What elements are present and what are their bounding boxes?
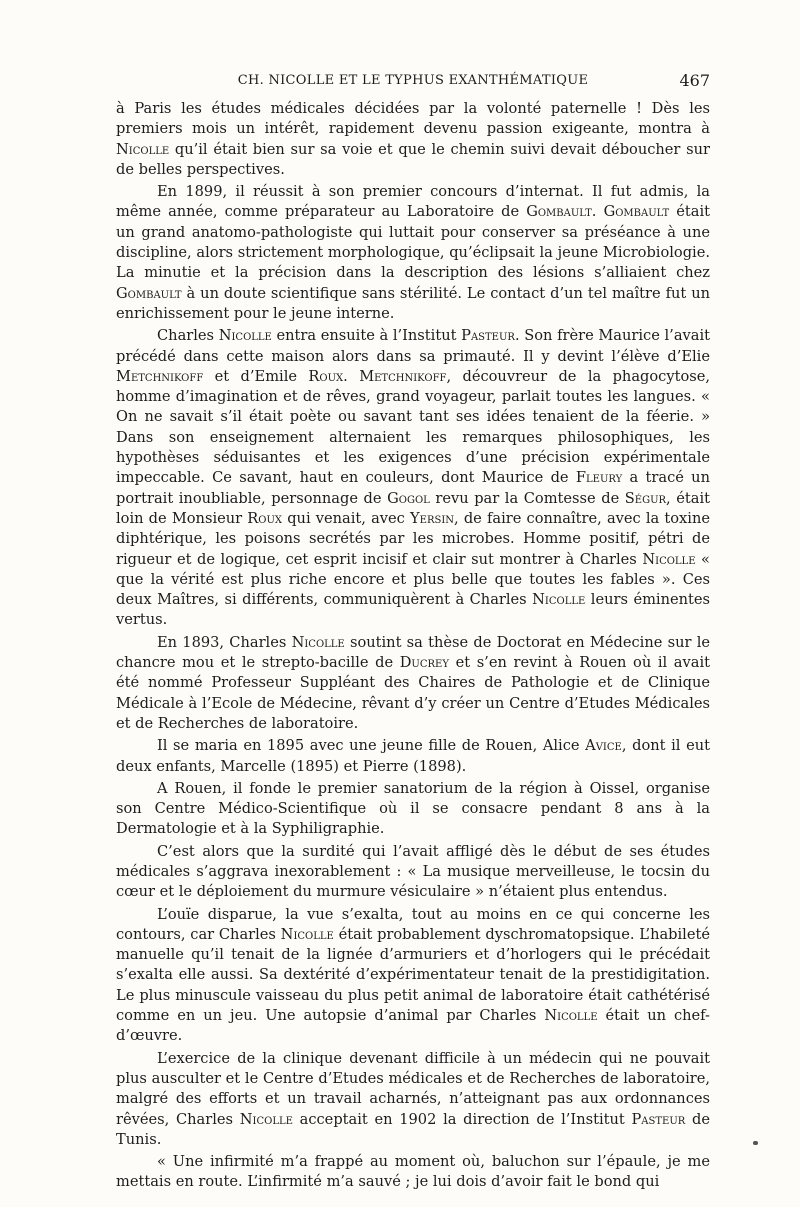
text-run: à un doute scientifique sans stérilité. Le contact d’un tel maître fut un enrichissement pour le jeune interne.: [116, 284, 710, 322]
text-run: et s’en revint à Rouen où il avait été nommé Professeur Suppléant des Chaires de Pathologie et de Clinique Médicale à l’Ecole de Médecine, rêvant d’y créer un Centre d’Etudes Médicales et de Recherches de laboratoire.: [116, 654, 710, 732]
paragraph: [116, 633, 710, 734]
paragraph: [116, 326, 710, 630]
paragraph: [116, 1152, 710, 1193]
small-caps-name: Nicolle: [218, 327, 272, 345]
running-title: CH. NICOLLE ET LE TYPHUS EXANTHÉMATIQUE: [237, 73, 589, 88]
small-caps-name: Roux: [308, 367, 344, 385]
small-caps-name: Gombault: [526, 203, 592, 221]
paragraph: [116, 736, 710, 777]
small-caps-name: Nicolle: [532, 591, 586, 609]
small-caps-name: Gombault: [603, 203, 670, 221]
small-caps-name: Metchnikoff: [359, 367, 447, 385]
body-text: [116, 99, 710, 1193]
text-run: L’ouïe disparue, la vue s’exalta, tout au moins en ce qui concerne les contours, car Charles: [116, 905, 710, 943]
text-run: revu par la Comtesse de: [429, 489, 625, 507]
text-run: soutint sa thèse de Doctorat en Médecine sur le chancre mou et le strepto-bacille de: [116, 633, 710, 672]
paragraph: [116, 842, 710, 903]
text-run: qui venait, avec: [282, 509, 411, 527]
text-run: , de faire connaître, avec la toxine diphtérique, les poisons secrétés par les microbes. Homme positif, pétri de rigueur et de logique, cet esprit incisif et clair sut montrer à Charles: [116, 509, 710, 568]
text-run: Charles: [157, 327, 219, 345]
text-run: . Son frère Maurice l’avait précédé dans cette maison alors dans sa primauté. Il y devint l’élève d’Elie: [116, 327, 710, 365]
text-run: L’exercice de la clinique devenant difficile à un médecin qui ne pouvait plus ausculter et le Centre d’Etudes médicales et de Recherches de laboratoire, malgré des efforts et un travail acharnés, n’atteignant pas aux ordonnances rêvées, Charles: [116, 1049, 710, 1128]
text-run: à Paris les études médicales décidées par la volonté paternelle ! Dès les premiers mois un intérêt, rapidement devenu passion exigeante, montra à: [116, 100, 710, 138]
small-caps-name: Nicolle: [280, 925, 334, 943]
text-run: leurs éminentes vertus.: [116, 591, 711, 629]
small-caps-name: Fleury: [575, 469, 623, 487]
text-run: En 1899, il réussit à son premier concours d’internat. Il fut admis, la même année, comme préparateur au Laboratoire de: [116, 183, 710, 221]
page-header: [116, 71, 710, 95]
paragraph: [116, 1049, 710, 1150]
page-number: 467: [679, 71, 710, 90]
small-caps-name: Ducrey: [399, 654, 449, 672]
small-caps-name: Gogol: [387, 489, 430, 507]
small-caps-name: Roux: [247, 509, 283, 527]
text-run: A Rouen, il fonde le premier sanatorium de la région à Oissel, organise son Centre Médico-Scientifique où il se consacre pendant 8 ans à la Dermatologie et à la Syphiligraphie.: [116, 779, 710, 838]
text-run: était un grand anatomo-pathologiste qui luttait pour conserver sa préséance à une discipline, alors strictement morphologique, qu’éclipsait la jeune Microbiologie. La minutie et la précision dans la description des lésions s’alliaient chez: [116, 203, 711, 282]
text-run: de Tunis.: [116, 1110, 710, 1148]
text-run: C’est alors que la surdité qui l’avait affligé dès le début de ses études médicales s’aggrava inexorablement : « La musique merveilleuse, le tocsin du cœur et le déploiement du murmure vésiculaire » n’étaient plus entendus.: [116, 842, 710, 901]
small-caps-name: Pasteur: [631, 1110, 686, 1128]
text-run: entra ensuite à l’Institut: [271, 327, 462, 345]
small-caps-name: Nicolle: [239, 1110, 293, 1128]
small-caps-name: Metchnikoff: [116, 367, 204, 385]
text-run: « que la vérité est plus riche encore et plus belle que toutes les fables ». Ces deux Maîtres, si différents, communiquèrent à Charles: [116, 550, 710, 609]
small-caps-name: Avice: [585, 737, 622, 755]
small-caps-name: Nicolle: [642, 550, 696, 568]
text-run: a tracé un portrait inoubliable, personnage de: [116, 469, 710, 507]
small-caps-name: Ségur: [624, 489, 667, 507]
text-run: était probablement dyschromatopsique. L’habileté manuelle qu’il tenait de la lignée d’armuriers et d’horlogers qui le précédait s’exalta elle aussi. Sa dextérité d’expérimentateur tenait de la prestidigitation. Le plus minuscule vaisseau du plus petit animal de laboratoire était cathétérisé comme en un jeu. Une autopsie d’animal par Charles: [116, 925, 710, 1025]
text-run: , découvreur de la phagocytose, homme d’imagination et de rêves, grand voyageur, parlait toutes les langues. « On ne savait s’il était poète ou savant tant ses idées tenaient de la féerie. » Dans son enseignement alternaient les remarques philosophiques, les hypothèses séduisantes et les exigences d’une précision expérimentale impeccable. Ce savant, haut en couleurs, dont Maurice de: [116, 367, 710, 487]
small-caps-name: Nicolle: [544, 1007, 598, 1025]
small-caps-name: Gombault: [116, 284, 182, 302]
paragraph: [116, 99, 710, 180]
text-run: « Une infirmité m’a frappé au moment où, baluchon sur l’épaule, je me mettais en route. L’infirmité m’a sauvé ; je lui dois d’avoir fait le bond qui: [116, 1153, 710, 1191]
text-run: et d’Emile: [203, 367, 309, 385]
text-run: Il se maria en 1895 avec une jeune fille de Rouen, Alice: [157, 737, 586, 755]
text-run: acceptait en 1902 la direction de l’Institut: [292, 1110, 632, 1128]
text-run: qu’il était bien sur sa voie et que le chemin suivi devait déboucher sur de belles perspectives.: [116, 140, 710, 178]
small-caps-name: Nicolle: [116, 140, 170, 158]
small-caps-name: Pasteur: [461, 327, 515, 345]
small-caps-name: Yersin: [410, 509, 455, 527]
text-run: .: [591, 203, 604, 221]
text-run: , dont il eut deux enfants, Marcelle (1895) et Pierre (1898).: [116, 737, 710, 775]
paragraph: [116, 182, 710, 324]
print-speck: [753, 1141, 758, 1145]
text-run: était un chef-d’œuvre.: [116, 1007, 710, 1045]
paragraph: [116, 779, 710, 840]
text-run: .: [343, 367, 360, 385]
small-caps-name: Nicolle: [291, 633, 345, 651]
text-run: En 1893, Charles: [157, 633, 292, 651]
text-run: , était loin de Monsieur: [116, 489, 710, 527]
paragraph: [116, 905, 710, 1047]
